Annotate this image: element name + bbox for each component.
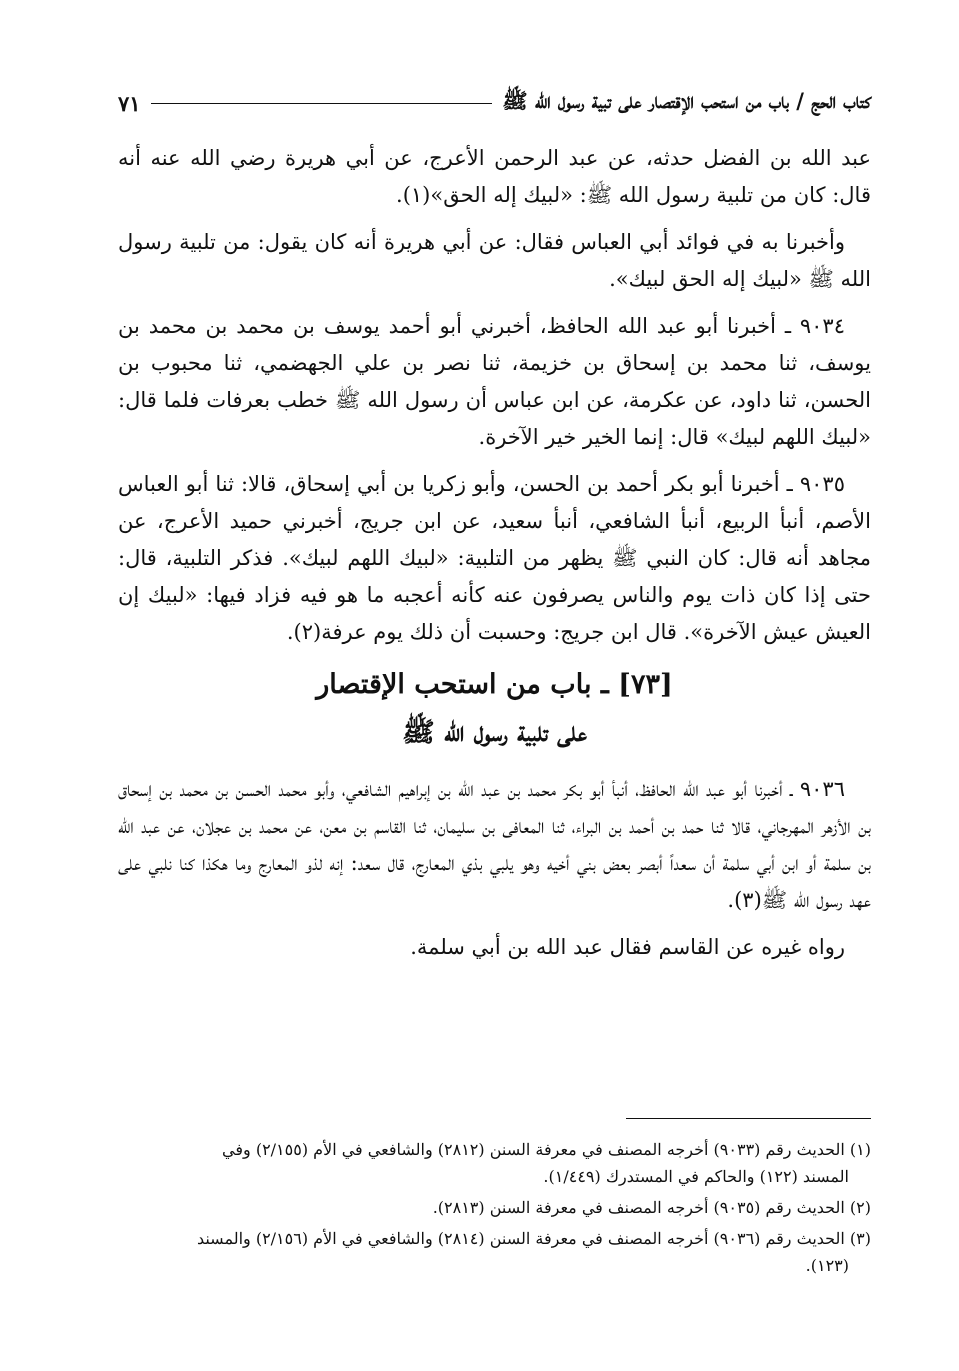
page-number: ٧١ [118, 90, 141, 116]
chapter-heading-line-2: على تلبية رسول الله ﷺ [402, 717, 587, 748]
hadith-9035: ٩٠٣٥ ـ أخبرنا أبو بكر أحمد بن الحسن، وأبو زكريا بن أبي إسحاق، قالا: ثنا أبو العباس الأصم، أنبأ الربيع، أنبأ الشافعي، أنبأ سعيد، عن ابن جريج، أخبرني حميد الأعرج، عن مجاهد أنه قال: كان النبي ﷺ يظهر من التلبية: «لبيك اللهم لبيك». فذكر التلبية، قال: حتى إذا كان ذات يوم والناس يصرفون عنه كأنه أعجبه ما هو فيه فزاد فيها: «لبيك إن العيش عيش الآخرة». قال ابن جريج: وحسبت أن ذلك يوم عرفة(٢). [118, 472, 871, 644]
hadith-9036: ٩٠٣٦ ـ أخبرنا أبو عبد الله الحافظ، أنبأ أبو بكر محمد بن عبد الله بن إبراهيم الشافعي، وأبو محمد الحسن بن محمد بن إسحاق بن الأزهر المهرجاني، قالا ثنا حمد بن أحمد بن البراء، ثنا المعافى بن سليمان، ثنا القاسم بن معن، عن محمد بن عجلان، عن عبد الله بن سلمة أو ابن أبي سلمة أن سعداً أبصر بعض بني أخيه وهو يلبي بذي المعارج، قال سعد: إنه لذو المعارج وما هكذا كنا نلبي على عهد رسول الله ﷺ(٣). [118, 777, 871, 912]
footnote-1-continuation: المسند (١٢٢) والحاكم في المستدرك (١/٤٤٩). [543, 1167, 849, 1186]
footnote-3: (٣) الحديث رقم (٩٠٣٦) أخرجه المصنف في معرفة السنن (٢٨١٤) والشافعي في الأم (٢/١٥٦) والمسند [196, 1229, 871, 1248]
hadith-9034: ٩٠٣٤ ـ أخبرنا أبو عبد الله الحافظ، أخبرني أبو أحمد يوسف بن محمد بن محمد بن يوسف، ثنا محمد بن إسحاق بن خزيمة، ثنا نصر بن علي الجهضمي، ثنا محبوب بن الحسن، ثنا داود، عن عكرمة، عن ابن عباس أن رسول الله ﷺ خطب بعرفات فلما قال: «لبيك اللهم لبيك» قال: إنما الخير خير الآخرة. [118, 314, 871, 449]
chapter-heading-line-1: [٧٣] ـ باب من استحب الإقتصار [316, 669, 673, 700]
running-header [118, 86, 871, 120]
paragraph-note: رواه غيره عن القاسم فقال عبد الله بن أبي سلمة. [410, 935, 845, 959]
footnote-1: (١) الحديث رقم (٩٠٣٣) أخرجه المصنف في معرفة السنن (٢٨١٢) والشافعي في الأم (٢/١٥٥) وفي [222, 1140, 871, 1159]
header-rule [151, 103, 493, 104]
page-body [118, 140, 871, 976]
header-title: كتاب الحج / باب من استحب الإقتصار على تبية رسول الله ﷺ [502, 87, 871, 113]
paragraph-2: وأخبرنا به في فوائد أبي العباس فقال: عن أبي هريرة أنه كان يقول: من تلبية رسول الله ﷺ «لبيك إله الحق لبيك». [118, 230, 871, 291]
footnote-3-continuation: (١٢٣). [805, 1256, 849, 1275]
footnote-separator [626, 1118, 871, 1119]
paragraph-1: عبد الله بن الفضل حدثه، عن عبد الرحمن الأعرج، عن أبي هريرة رضي الله عنه أنه قال: كان من تلبية رسول الله ﷺ: «لبيك إله الحق»(١). [118, 146, 871, 207]
footnotes [118, 1136, 871, 1283]
footnote-2: (٢) الحديث رقم (٩٠٣٥) أخرجه المصنف في معرفة السنن (٢٨١٣). [432, 1198, 871, 1217]
